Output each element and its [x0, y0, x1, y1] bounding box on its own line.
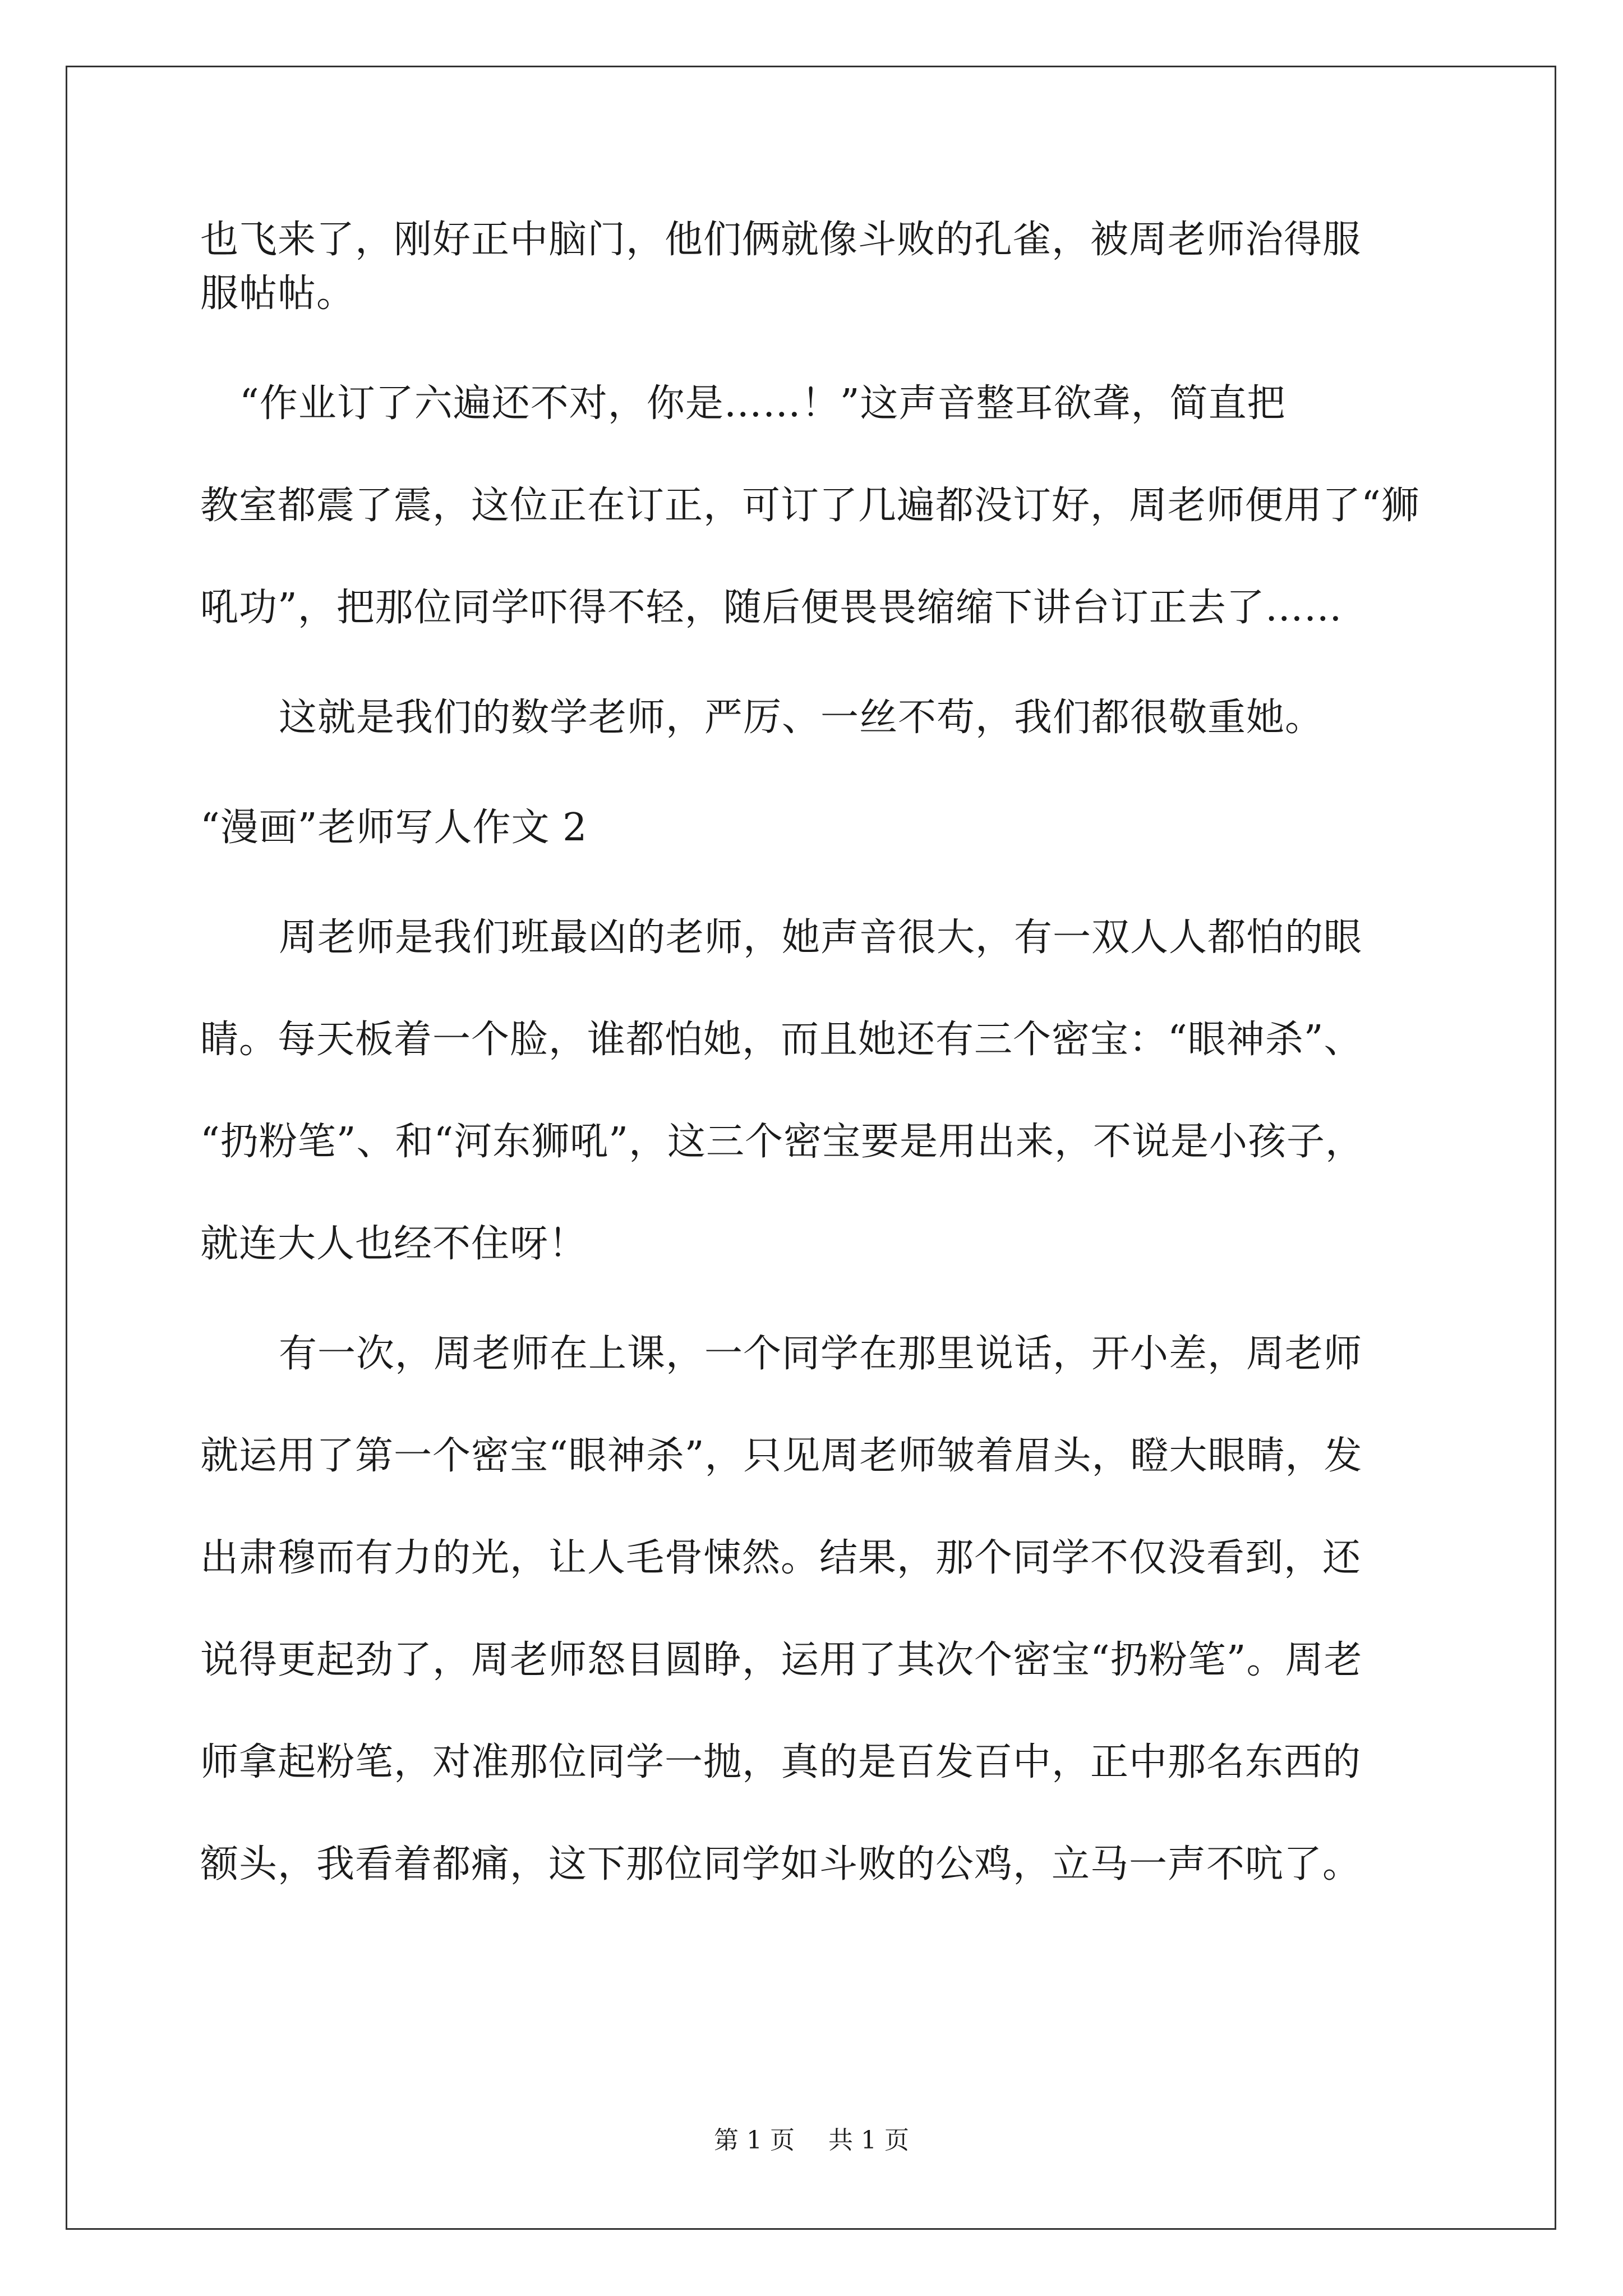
text-line: 也飞来了，刚好正中脑门，他们俩就像斗败的孔雀，被周老师治得服: [200, 218, 1362, 262]
text-line: 出肃穆而有力的光，让人毛骨悚然。结果，那个同学不仅没看到，还: [200, 1536, 1362, 1580]
page-number-current: 第 1 页: [714, 2126, 795, 2155]
text-line: 就运用了第一个密宝“眼神杀”，只见周老师皱着眉头，瞪大眼睛，发: [200, 1434, 1363, 1478]
document-body: [200, 213, 1423, 1892]
paragraph: [200, 1327, 1423, 1892]
text-line: 说得更起劲了，周老师怒目圆睁，运用了其次个密宝“扔粉笔”。周老: [200, 1638, 1363, 1682]
heading-line: “漫画”老师写人作文 2: [200, 806, 588, 850]
text-line: 教室都震了震，这位正在订正，可订了几遍都没订好，周老师便用了“狮: [200, 484, 1420, 528]
text-line: 有一次，周老师在上课，一个同学在那里说话，开小差，周老师: [279, 1332, 1363, 1376]
text-line: 就连大人也经不住呀！: [200, 1222, 588, 1266]
section-heading: [200, 801, 1423, 855]
paragraph: [200, 377, 1423, 635]
page-footer: [0, 2125, 1623, 2156]
text-line: 师拿起粉笔，对准那位同学一抛，真的是百发百中，正中那名东西的: [200, 1740, 1362, 1784]
text-line: 服帖帖。: [200, 272, 356, 316]
paragraph: [200, 691, 1423, 745]
text-line: 额头，我看着都痛，这下那位同学如斗败的公鸡，立马一声不吭了。: [200, 1842, 1362, 1887]
text-line: 睛。每天板着一个脸，谁都怕她，而且她还有三个密宝：“眼神杀”、: [200, 1018, 1363, 1062]
text-line: 吼功”，把那位同学吓得不轻，随后便畏畏缩缩下讲台订正去了……: [200, 586, 1343, 630]
text-line: “扔粉笔”、和“河东狮吼”，这三个密宝要是用出来，不说是小孩子，: [200, 1120, 1364, 1164]
page-number-total: 共 1 页: [828, 2126, 909, 2155]
paragraph: [200, 911, 1423, 1271]
text-line: 周老师是我们班最凶的老师，她声音很大，有一双人人都怕的眼: [279, 915, 1363, 960]
text-line: “作业订了六遍还不对，你是……！”这声音整耳欲聋，简直把: [239, 381, 1286, 426]
text-line: 这就是我们的数学老师，严厉、一丝不苟，我们都很敬重她。: [279, 696, 1324, 740]
paragraph: [200, 213, 1423, 321]
